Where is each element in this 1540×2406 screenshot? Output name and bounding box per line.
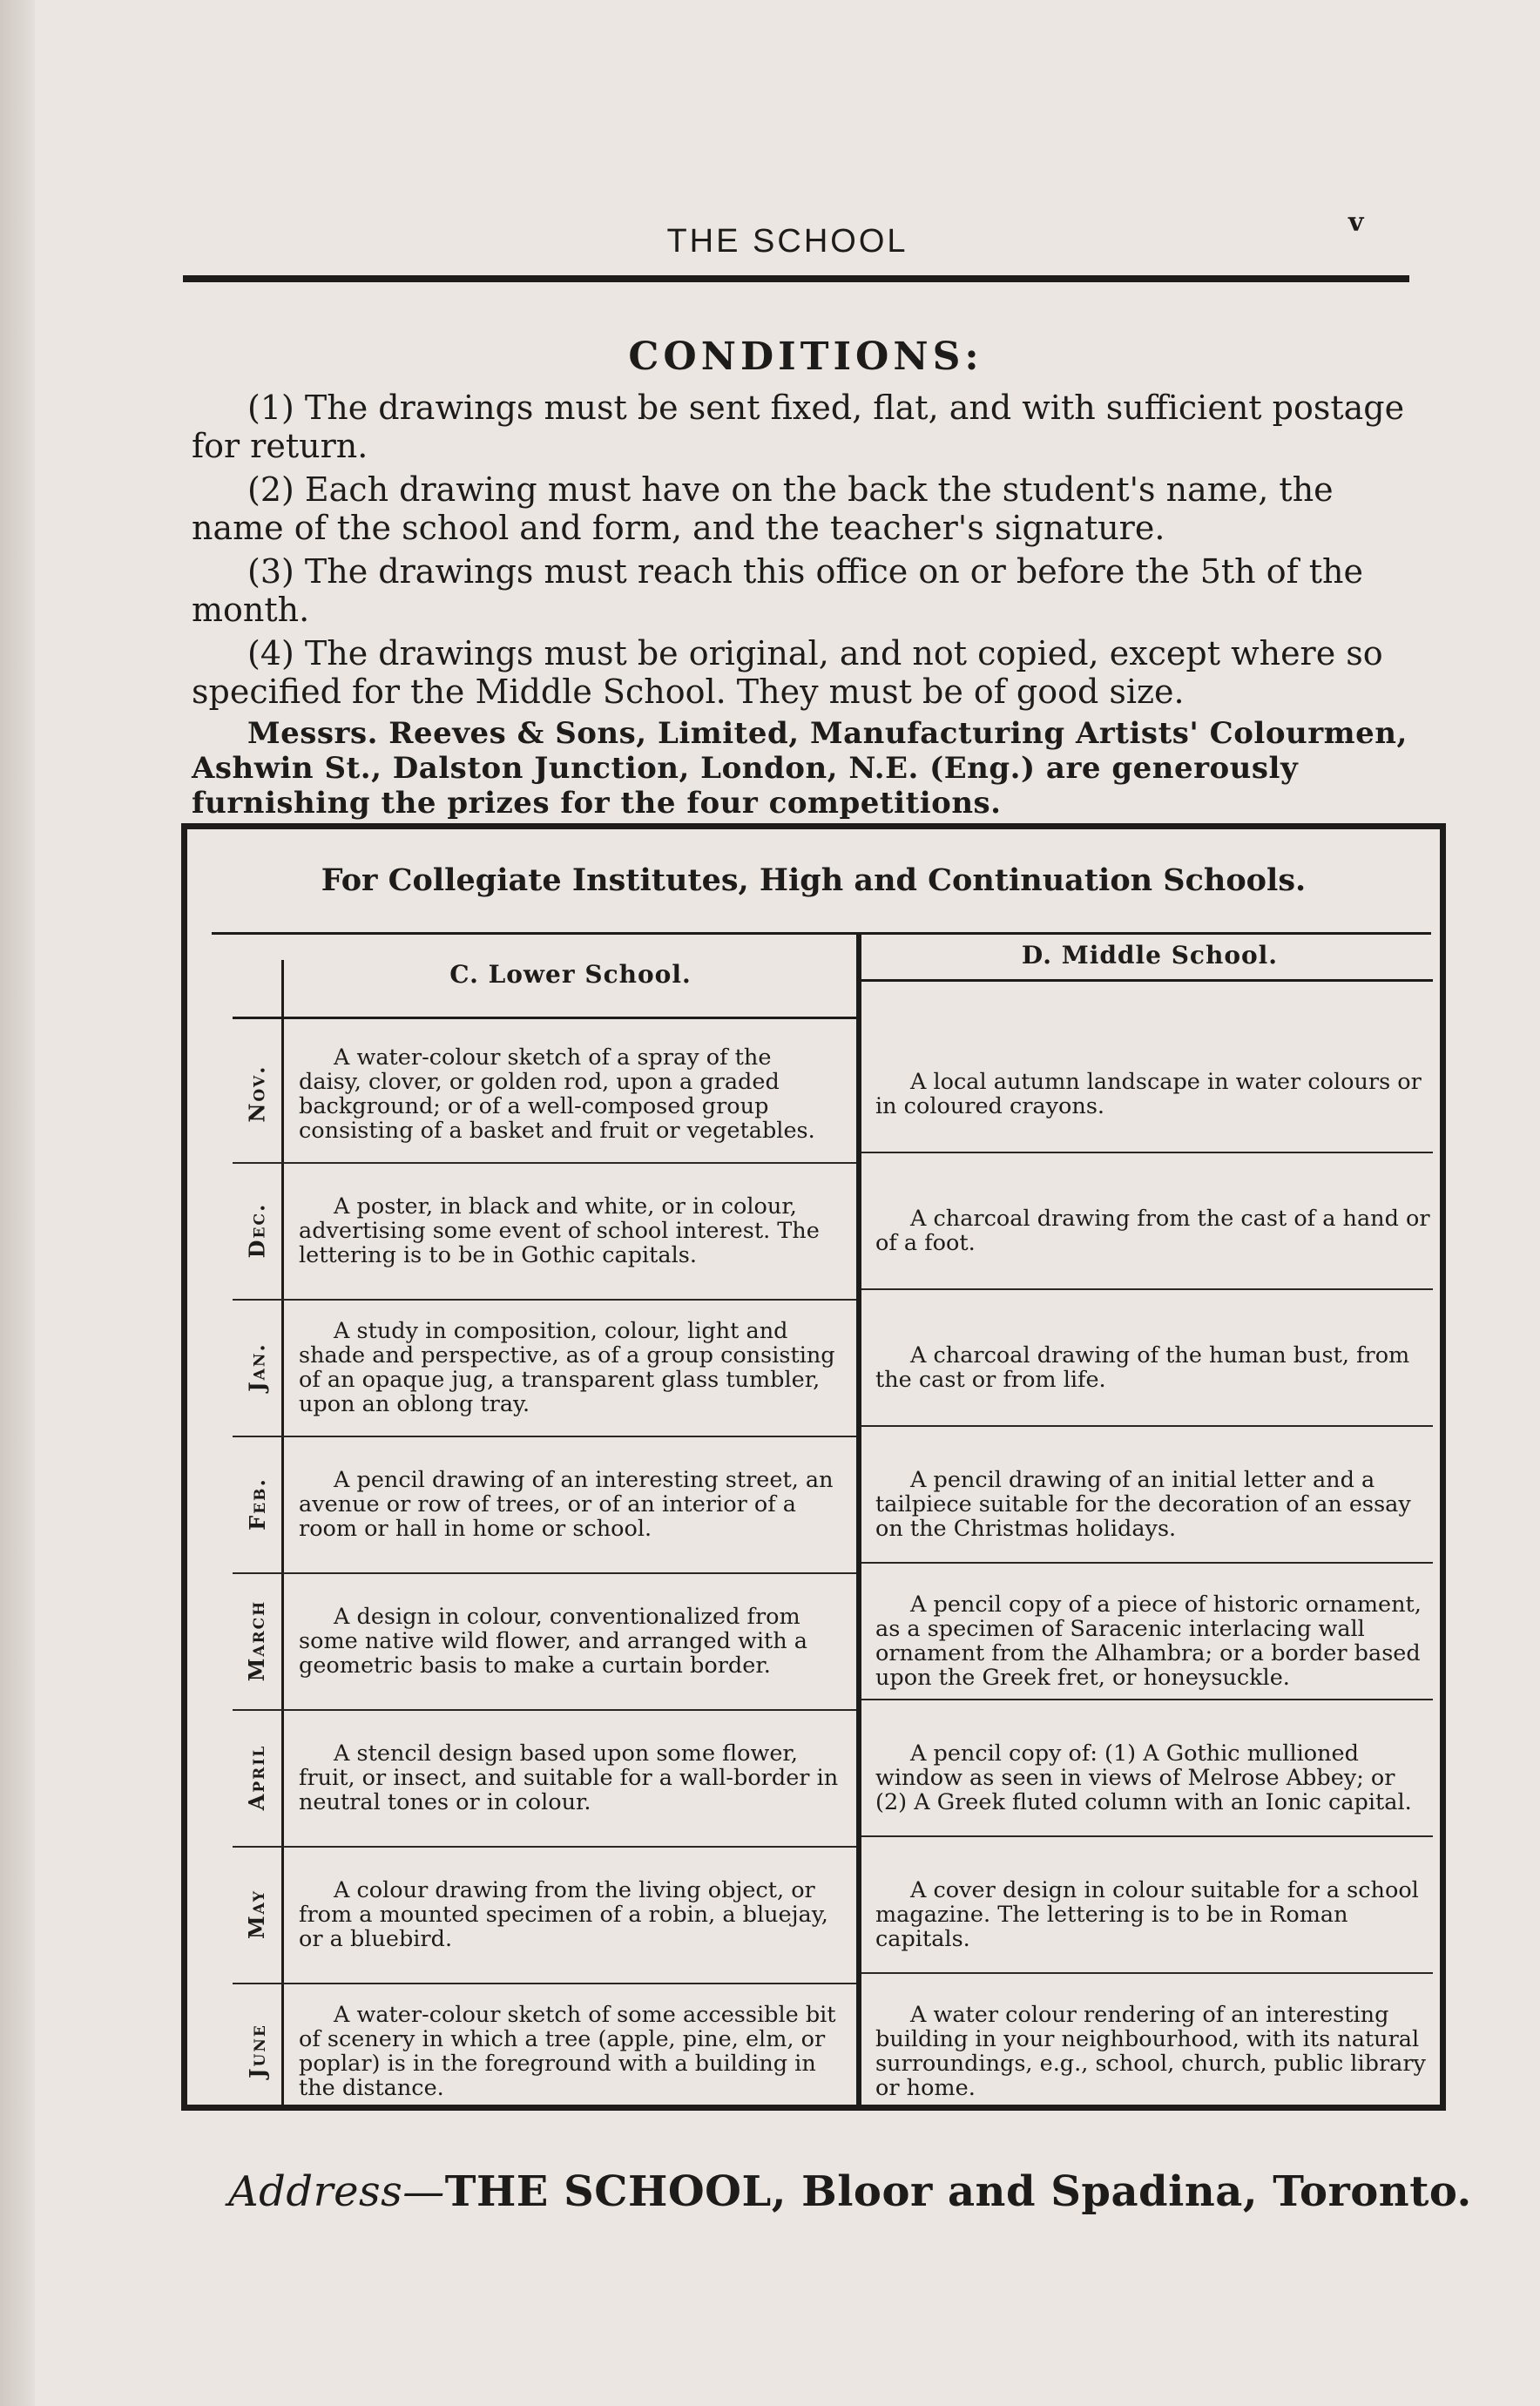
middle-school-cell bbox=[875, 1439, 1433, 1569]
row-rule-left bbox=[233, 1846, 856, 1848]
month-text: June bbox=[244, 2024, 270, 2078]
lower-school-text: A pencil drawing of an interesting street, an avenue or row of trees, or of an interior of a room or hall in home or school. bbox=[299, 1466, 834, 1542]
column-divider bbox=[856, 934, 861, 2105]
lower-school-text: A water-colour sketch of some accessible bit of scenery in which a tree (apple, pine, elm, or poplar) is in the foreground with a building in the distance. bbox=[299, 2001, 836, 2101]
address-label: Address— bbox=[228, 2167, 445, 2216]
lower-school-cell bbox=[299, 1166, 839, 1295]
month-label bbox=[233, 1983, 281, 2119]
middle-school-cell bbox=[875, 1302, 1433, 1432]
row-rule-right bbox=[861, 1152, 1433, 1153]
page-number: v bbox=[1348, 207, 1364, 238]
conditions-heading: CONDITIONS: bbox=[628, 335, 983, 379]
month-label bbox=[233, 1572, 281, 1709]
month-label bbox=[233, 1162, 281, 1299]
month-label bbox=[233, 1709, 281, 1846]
lower-school-cell bbox=[299, 1849, 839, 1979]
lower-school-cell bbox=[299, 1439, 839, 1569]
month-column-rule bbox=[281, 960, 284, 2105]
middle-school-cell bbox=[875, 1029, 1433, 1159]
book-gutter bbox=[0, 0, 35, 2406]
lower-school-text: A design in colour, conventionalized from some native wild flower, and arranged with a geometric basis to make a curtain border. bbox=[299, 1603, 807, 1679]
header-rule-right bbox=[861, 979, 1433, 982]
condition-item-3: (3) The drawings must reach this office on or before the 5th of the month. bbox=[192, 552, 1363, 629]
middle-school-text: A pencil copy of a piece of historic ornament, as a specimen of Saracenic interlacing wall ornament from the Alhambra; or a border based upon the Greek fret, or honeysuckle. bbox=[875, 1591, 1422, 1691]
row-rule-right bbox=[861, 1425, 1433, 1427]
conditions-section bbox=[192, 335, 1420, 826]
middle-school-text: A pencil drawing of an initial letter and a tailpiece suitable for the decoration of an essay on the Christmas holidays. bbox=[875, 1466, 1411, 1542]
lower-school-cell bbox=[299, 1713, 839, 1842]
month-label bbox=[233, 1436, 281, 1572]
middle-school-text: A cover design in colour suitable for a school magazine. The lettering is to be in Roman capitals. bbox=[875, 1876, 1419, 1952]
month-label bbox=[233, 1025, 281, 1162]
header-rule-left bbox=[233, 1017, 856, 1019]
column-header-middle-school: D. Middle School. bbox=[1021, 941, 1279, 970]
row-rule-left bbox=[233, 1162, 856, 1164]
middle-school-cell bbox=[875, 1713, 1433, 1842]
table-title: For Collegiate Institutes, High and Continuation Schools. bbox=[321, 862, 1307, 898]
lower-school-cell bbox=[299, 1576, 839, 1706]
month-text: Nov. bbox=[244, 1064, 270, 1123]
lower-school-cell bbox=[299, 1986, 839, 2116]
month-text: Dec. bbox=[244, 1202, 270, 1259]
title-rule bbox=[212, 932, 1431, 935]
competition-table bbox=[181, 823, 1446, 2111]
middle-school-cell bbox=[875, 1166, 1433, 1295]
month-text: April bbox=[244, 1744, 270, 1811]
lower-school-text: A stencil design based upon some flower, fruit, or insect, and suitable for a wall-border in neutral tones or in colour. bbox=[299, 1740, 839, 1815]
month-text: Jan. bbox=[244, 1342, 270, 1392]
lower-school-text: A water-colour sketch of a spray of the daisy, clover, or golden rod, upon a graded background; or of a well-composed group consisting of a basket and fruit or vegetables. bbox=[299, 1044, 815, 1144]
column-header-lower-school: C. Lower School. bbox=[449, 960, 692, 989]
row-rule-right bbox=[861, 1972, 1433, 1974]
row-rule-right bbox=[861, 1288, 1433, 1290]
running-title: THE SCHOOL bbox=[666, 223, 908, 260]
header-rule bbox=[183, 275, 1409, 282]
lower-school-text: A study in composition, colour, light and shade and perspective, as of a group consisting of an opaque jug, a transparent glass tumbler, upon an oblong tray. bbox=[299, 1317, 835, 1417]
month-text: May bbox=[244, 1889, 270, 1940]
middle-school-text: A local autumn landscape in water colours or in coloured crayons. bbox=[875, 1068, 1422, 1119]
month-text: Feb. bbox=[244, 1477, 270, 1531]
condition-item-2: (2) Each drawing must have on the back the student's name, the name of the school and form, and the teacher's signature. bbox=[192, 470, 1334, 547]
row-rule-left bbox=[233, 1572, 856, 1574]
address-line bbox=[228, 2167, 1491, 2216]
month-text: March bbox=[244, 1599, 270, 1682]
lower-school-cell bbox=[299, 1029, 839, 1159]
row-rule-right bbox=[861, 1699, 1433, 1700]
middle-school-cell bbox=[875, 1576, 1433, 1706]
middle-school-text: A water colour rendering of an interesting building in your neighbourhood, with its natural surroundings, e.g., school, church, public library or home. bbox=[875, 2001, 1426, 2101]
row-rule-left bbox=[233, 1436, 856, 1437]
month-label bbox=[233, 1846, 281, 1983]
lower-school-text: A poster, in black and white, or in colour, advertising some event of school interest. The lettering is to be in Gothic capitals. bbox=[299, 1193, 820, 1268]
row-rule-left bbox=[233, 1299, 856, 1301]
sponsor-note: Messrs. Reeves & Sons, Limited, Manufacturing Artists' Colourmen, Ashwin St., Dalston Junction, London, N.E. (Eng.) are generously furnishing the prizes for the four competitions. bbox=[192, 716, 1408, 821]
row-rule-left bbox=[233, 1983, 856, 1984]
month-label bbox=[233, 1299, 281, 1436]
row-rule-left bbox=[233, 1709, 856, 1711]
address-text: THE SCHOOL, Bloor and Spadina, Toronto. bbox=[444, 2167, 1472, 2216]
lower-school-cell bbox=[299, 1302, 839, 1432]
middle-school-cell bbox=[875, 1986, 1433, 2116]
condition-item-4: (4) The drawings must be original, and not copied, except where so specified for the Middle School. They must be of good size. bbox=[192, 634, 1383, 711]
row-rule-right bbox=[861, 1562, 1433, 1564]
middle-school-text: A charcoal drawing of the human bust, from the cast or from life. bbox=[875, 1342, 1410, 1393]
middle-school-text: A charcoal drawing from the cast of a hand or of a foot. bbox=[875, 1205, 1430, 1256]
lower-school-text: A colour drawing from the living object, or from a mounted specimen of a robin, a bluejay, or a bluebird. bbox=[299, 1876, 828, 1952]
middle-school-text: A pencil copy of: (1) A Gothic mullioned window as seen in views of Melrose Abbey; or (2) A Greek fluted column with an Ionic capital. bbox=[875, 1740, 1412, 1815]
middle-school-cell bbox=[875, 1849, 1433, 1979]
condition-item-1: (1) The drawings must be sent fixed, flat, and with sufficient postage for return. bbox=[192, 389, 1405, 465]
row-rule-right bbox=[861, 1835, 1433, 1837]
document-page bbox=[35, 0, 1540, 2406]
